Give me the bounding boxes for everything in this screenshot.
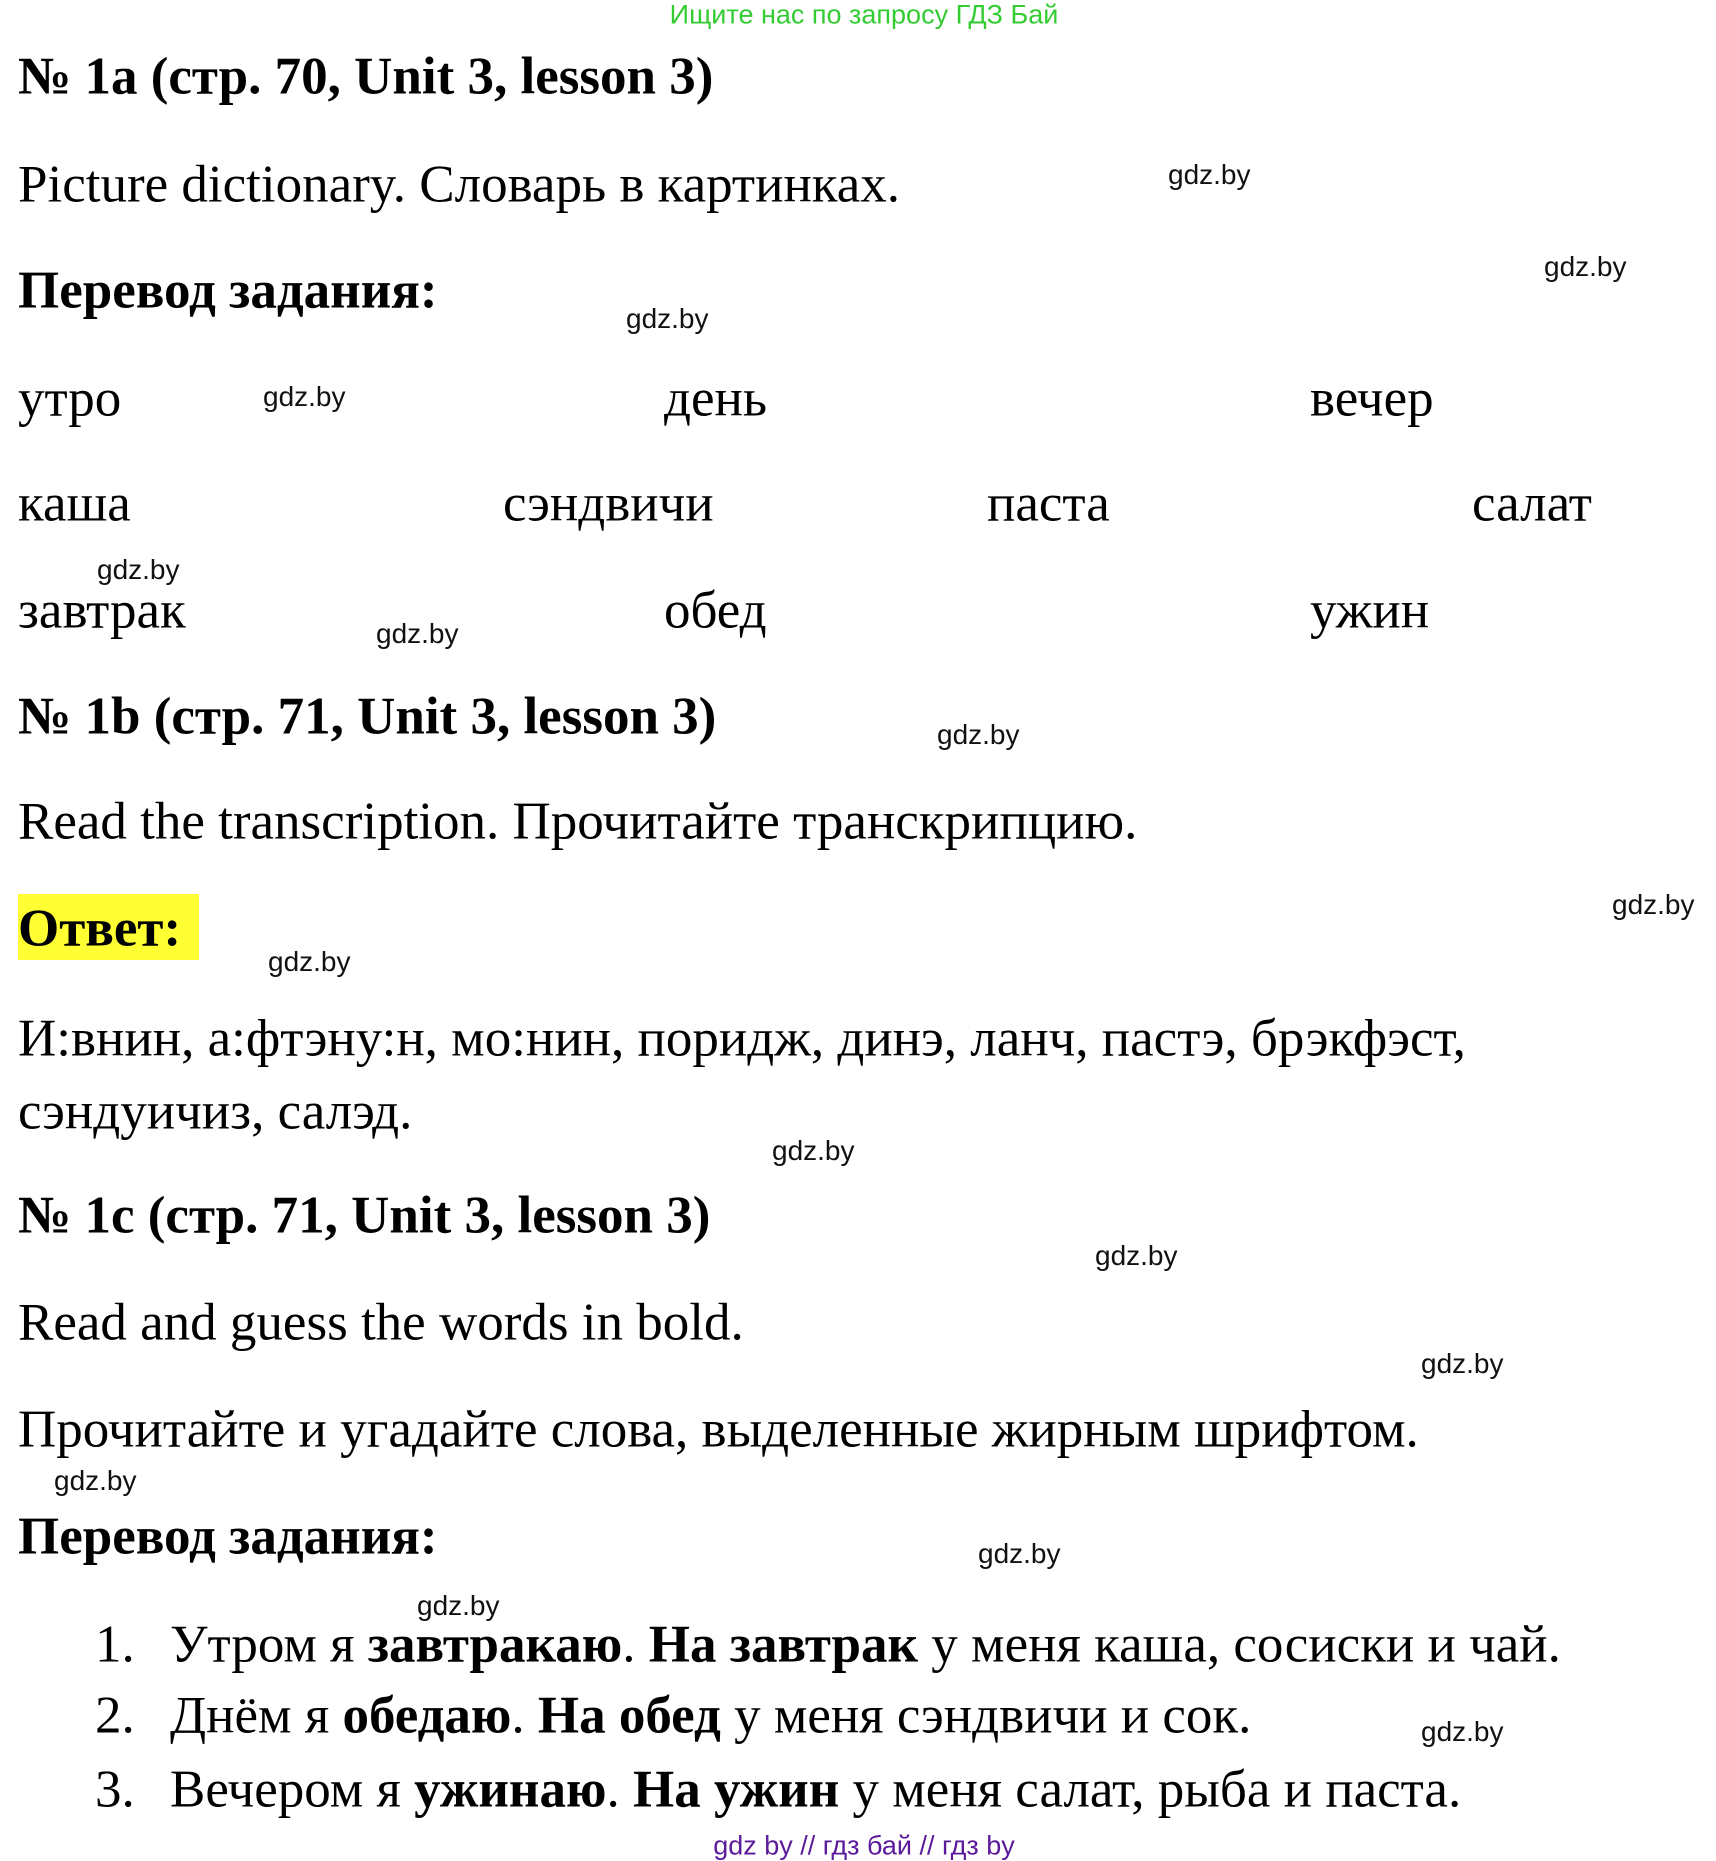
list-number: 3. [95,1760,135,1819]
watermark: gdz.by [1421,1716,1504,1747]
watermark: gdz.by [1612,889,1695,920]
watermark: gdz.by [376,618,459,649]
answer-line: сэндуичиз, салэд. [18,1082,413,1141]
translation-label-1a: Перевод задания: [18,261,438,320]
task-1b: Read the transcription. Прочитайте транскрипцию. [18,792,1138,851]
watermark: gdz.by [1095,1240,1178,1271]
watermark: gdz.by [263,381,346,412]
list-item: Утром я завтракаю. На завтрак у меня каша, сосиски и чай. [170,1615,1561,1674]
watermark: gdz.by [54,1465,137,1496]
word: каша [18,474,131,533]
watermark: gdz.by [268,946,351,977]
answer-line: И:внин, а:фтэну:н, мо:нин, поридж, динэ, ланч, пастэ, брэкфэст, [18,1009,1466,1068]
heading-1a: № 1a (стр. 70, Unit 3, lesson 3) [18,47,714,106]
list-number: 1. [95,1615,135,1674]
footer-links: gdz by // гдз бай // гдз by [713,1830,1015,1861]
word: ужин [1310,581,1430,640]
word: утро [18,369,122,428]
watermark: gdz.by [772,1135,855,1166]
task-1c-ru: Прочитайте и угадайте слова, выделенные жирным шрифтом. [18,1400,1419,1459]
watermark: gdz.by [978,1538,1061,1569]
word: сэндвичи [503,474,714,533]
watermark: gdz.by [417,1590,500,1621]
word: обед [664,581,767,640]
task-1a: Picture dictionary. Словарь в картинках. [18,155,901,214]
word: паста [987,474,1110,533]
watermark: gdz.by [626,303,709,334]
heading-1b: № 1b (стр. 71, Unit 3, lesson 3) [18,687,717,746]
list-item: Вечером я ужинаю. На ужин у меня салат, рыба и паста. [170,1760,1462,1819]
heading-1c: № 1c (стр. 71, Unit 3, lesson 3) [18,1186,711,1245]
task-1c-en: Read and guess the words in bold. [18,1293,744,1352]
word: салат [1472,474,1592,533]
answer-label: Ответ: [18,899,182,958]
translation-label-1c: Перевод задания: [18,1507,438,1566]
watermark: gdz.by [1544,251,1627,282]
word: завтрак [18,581,186,640]
list-item: Днём я обедаю. На обед у меня сэндвичи и сок. [170,1686,1252,1745]
watermark: gdz.by [1168,159,1251,190]
list-number: 2. [95,1686,135,1745]
watermark: gdz.by [937,719,1020,750]
word: вечер [1310,369,1434,428]
watermark: gdz.by [97,554,180,585]
top-banner: Ищите нас по запросу ГДЗ Бай [669,0,1059,30]
watermark: gdz.by [1421,1348,1504,1379]
word: день [664,369,768,428]
